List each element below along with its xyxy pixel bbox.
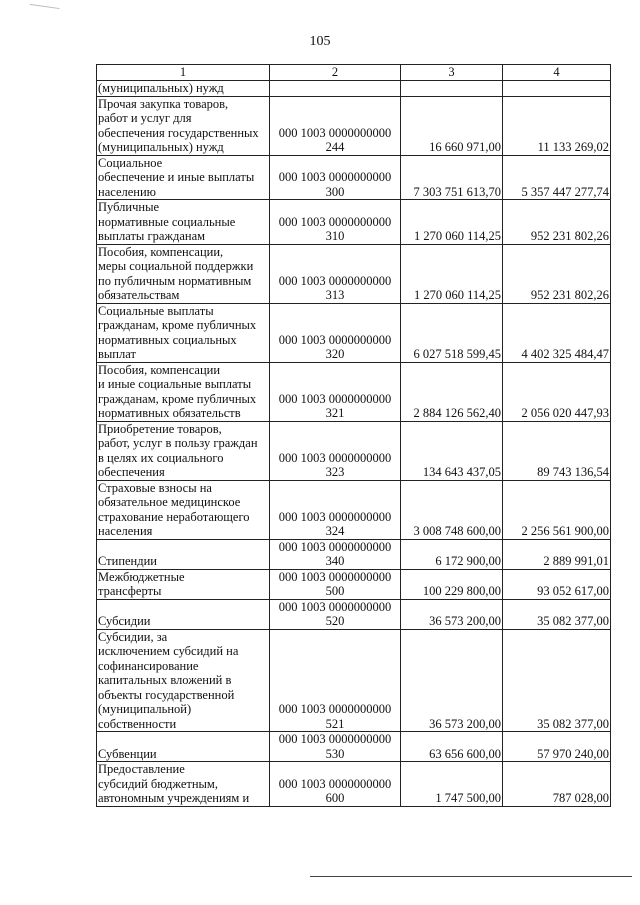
- row-name-cell: Субсидии, за исключением субсидий на софинансирование капитальных вложений в объекты государственной (муниципальной) собственности: [97, 629, 270, 732]
- row-name-cell: Пособия, компенсации и иные социальные выплаты гражданам, кроме публичных нормативных обязательств: [97, 362, 270, 421]
- row-col4-value: 89 743 136,54: [503, 421, 611, 480]
- header-col-4: 4: [503, 65, 611, 81]
- table-row: [97, 200, 611, 245]
- row-col3-value: 7 303 751 613,70: [401, 155, 503, 200]
- row-name-cell: Субсидии: [97, 599, 270, 629]
- row-col4-value: [503, 81, 611, 97]
- row-code-cell: 000 1003 0000000000 313: [270, 244, 401, 303]
- row-name-cell: Межбюджетные трансферты: [97, 569, 270, 599]
- row-name-cell: (муниципальных) нужд: [97, 81, 270, 97]
- row-col3-value: 36 573 200,00: [401, 629, 503, 732]
- row-col4-value: 952 231 802,26: [503, 200, 611, 245]
- table-header: [97, 65, 611, 81]
- row-code-cell: 000 1003 0000000000 530: [270, 732, 401, 762]
- row-code-cell: 000 1003 0000000000 324: [270, 480, 401, 539]
- table-row: [97, 155, 611, 200]
- row-code-cell: 000 1003 0000000000 340: [270, 539, 401, 569]
- page-number: 105: [309, 34, 331, 49]
- row-code-cell: 000 1003 0000000000 600: [270, 762, 401, 807]
- table-row: [97, 539, 611, 569]
- row-col4-value: 93 052 617,00: [503, 569, 611, 599]
- header-col-2: 2: [270, 65, 401, 81]
- row-col4-value: 2 256 561 900,00: [503, 480, 611, 539]
- row-name-cell: Стипендии: [97, 539, 270, 569]
- row-name-cell: Социальное обеспечение и иные выплаты населению: [97, 155, 270, 200]
- table-row: [97, 81, 611, 97]
- row-code-cell: 000 1003 0000000000 520: [270, 599, 401, 629]
- row-col4-value: 2 056 020 447,93: [503, 362, 611, 421]
- header-col-1: 1: [97, 65, 270, 81]
- row-code-cell: 000 1003 0000000000 321: [270, 362, 401, 421]
- row-col4-value: 952 231 802,26: [503, 244, 611, 303]
- row-col3-value: 36 573 200,00: [401, 599, 503, 629]
- row-name-cell: Пособия, компенсации, меры социальной поддержки по публичным нормативным обязательствам: [97, 244, 270, 303]
- row-col3-value: 6 172 900,00: [401, 539, 503, 569]
- budget-table-container: [96, 64, 611, 807]
- table-row: [97, 421, 611, 480]
- table-row: [97, 732, 611, 762]
- row-code-cell: 000 1003 0000000000 310: [270, 200, 401, 245]
- row-col4-value: 2 889 991,01: [503, 539, 611, 569]
- row-col3-value: [401, 81, 503, 97]
- row-code-cell: 000 1003 0000000000 323: [270, 421, 401, 480]
- scan-corner-mark: [30, 0, 61, 9]
- row-name-cell: Публичные нормативные социальные выплаты гражданам: [97, 200, 270, 245]
- row-col4-value: 4 402 325 484,47: [503, 303, 611, 362]
- table-row: [97, 480, 611, 539]
- table-row: [97, 762, 611, 807]
- row-col4-value: 35 082 377,00: [503, 629, 611, 732]
- row-code-cell: 000 1003 0000000000 521: [270, 629, 401, 732]
- row-col4-value: 57 970 240,00: [503, 732, 611, 762]
- row-code-cell: 000 1003 0000000000 300: [270, 155, 401, 200]
- row-col4-value: 5 357 447 277,74: [503, 155, 611, 200]
- row-name-cell: Страховые взносы на обязательное медицинское страхование неработающего населения: [97, 480, 270, 539]
- table-row: [97, 96, 611, 155]
- row-col4-value: 35 082 377,00: [503, 599, 611, 629]
- row-col3-value: 16 660 971,00: [401, 96, 503, 155]
- table-body: [97, 81, 611, 807]
- row-col3-value: 1 747 500,00: [401, 762, 503, 807]
- bottom-rule: [310, 876, 632, 877]
- row-code-cell: 000 1003 0000000000 500: [270, 569, 401, 599]
- table-row: [97, 244, 611, 303]
- row-name-cell: Социальные выплаты гражданам, кроме публичных нормативных социальных выплат: [97, 303, 270, 362]
- row-name-cell: Субвенции: [97, 732, 270, 762]
- row-col4-value: 11 133 269,02: [503, 96, 611, 155]
- row-col3-value: 6 027 518 599,45: [401, 303, 503, 362]
- row-col3-value: 134 643 437,05: [401, 421, 503, 480]
- budget-table: [96, 64, 611, 807]
- row-col3-value: 2 884 126 562,40: [401, 362, 503, 421]
- row-name-cell: Предоставление субсидий бюджетным, автономным учреждениям и: [97, 762, 270, 807]
- header-col-3: 3: [401, 65, 503, 81]
- row-col3-value: 100 229 800,00: [401, 569, 503, 599]
- row-code-cell: 000 1003 0000000000 244: [270, 96, 401, 155]
- row-code-cell: 000 1003 0000000000 320: [270, 303, 401, 362]
- row-col4-value: 787 028,00: [503, 762, 611, 807]
- row-col3-value: 1 270 060 114,25: [401, 244, 503, 303]
- table-row: [97, 303, 611, 362]
- header-row: [97, 65, 611, 81]
- row-col3-value: 63 656 600,00: [401, 732, 503, 762]
- row-col3-value: 1 270 060 114,25: [401, 200, 503, 245]
- table-row: [97, 629, 611, 732]
- row-name-cell: Прочая закупка товаров, работ и услуг для обеспечения государственных (муниципальных) нужд: [97, 96, 270, 155]
- table-row: [97, 569, 611, 599]
- row-code-cell: [270, 81, 401, 97]
- row-col3-value: 3 008 748 600,00: [401, 480, 503, 539]
- table-row: [97, 599, 611, 629]
- table-row: [97, 362, 611, 421]
- row-name-cell: Приобретение товаров, работ, услуг в пользу граждан в целях их социального обеспечения: [97, 421, 270, 480]
